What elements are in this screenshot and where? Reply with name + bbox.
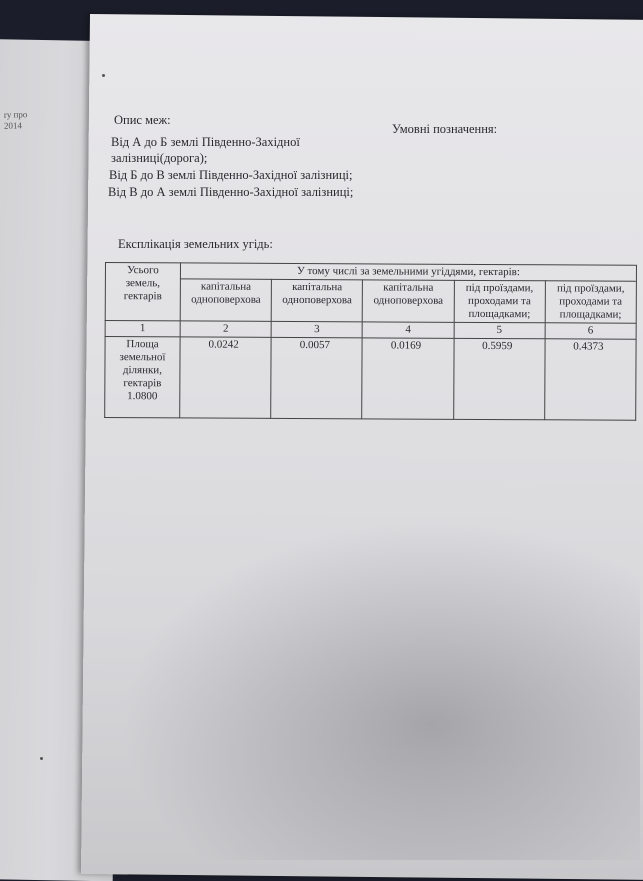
column-header-cell xyxy=(363,280,454,322)
boundary-line: Від А до Б землі Південно-Західної xyxy=(111,135,300,149)
total-header-cell xyxy=(105,263,180,321)
column-number-cell: 4 xyxy=(362,322,453,338)
header-text: площадками; xyxy=(468,307,531,321)
paper-speck xyxy=(102,74,105,77)
boundary-heading: Опис меж: xyxy=(114,113,171,127)
column-number-cell: 6 xyxy=(545,323,636,339)
value-cell: 0.0169 xyxy=(362,338,454,419)
header-text: гектарів xyxy=(123,290,162,303)
header-text: під проїздами, xyxy=(556,282,625,295)
paper-speck xyxy=(40,757,43,760)
column-header-cell xyxy=(454,280,545,322)
header-text: земель, xyxy=(125,277,161,290)
back-page-line: 2014 xyxy=(3,120,23,131)
back-page-text xyxy=(4,109,28,131)
value-cell: 0.0242 xyxy=(180,337,272,418)
column-header-cell xyxy=(271,279,362,321)
legend-heading: Умовні позначення: xyxy=(392,122,498,136)
header-text: одноповерхова xyxy=(282,293,352,307)
value-cell: 0.4373 xyxy=(544,339,636,420)
explication-heading: Експлікація земельних угідь: xyxy=(118,237,273,251)
value-cell: 0.5959 xyxy=(453,338,545,419)
header-text: площадками; xyxy=(559,308,622,321)
row-label-text: земельної xyxy=(119,351,166,364)
header-text: Усього xyxy=(127,264,159,277)
value-cell: 0.0057 xyxy=(271,337,363,418)
boundary-line: Від В до А землі Південно-Західної залізниці; xyxy=(108,185,354,199)
explication-table xyxy=(104,262,637,421)
header-text: під проїздами, xyxy=(465,281,534,295)
column-header-cell xyxy=(180,279,271,321)
column-number-cell: 2 xyxy=(180,321,271,337)
row-label-text: 1.0800 xyxy=(127,390,158,403)
header-text: проходами та xyxy=(559,295,623,308)
header-text: капітальна xyxy=(200,280,252,293)
column-number-cell: 5 xyxy=(454,322,545,338)
group-header-cell: У тому числі за земельними угіддями, гектарів: xyxy=(180,263,636,281)
header-text: капітальна xyxy=(383,281,434,294)
column-number-cell: 1 xyxy=(105,321,180,337)
table-subheader-row xyxy=(105,279,636,324)
row-label-text: гектарів xyxy=(123,377,162,390)
row-label-cell xyxy=(105,337,180,418)
boundary-line: залізниці(дорога); xyxy=(111,151,208,165)
header-text: капітальна xyxy=(292,280,343,294)
back-page-line: ry про xyxy=(3,109,28,120)
table-row xyxy=(105,337,636,421)
column-header-cell xyxy=(545,281,636,323)
header-text: одноповерхова xyxy=(191,293,261,306)
header-text: проходами та xyxy=(468,294,531,308)
header-text: одноповерхова xyxy=(373,294,444,307)
row-label-text: ділянки, xyxy=(122,364,162,377)
column-number-cell: 3 xyxy=(271,321,362,337)
boundary-line: Від Б до В землі Південно-Західної залізниці; xyxy=(109,168,353,182)
row-label-text: Площа xyxy=(126,338,159,351)
